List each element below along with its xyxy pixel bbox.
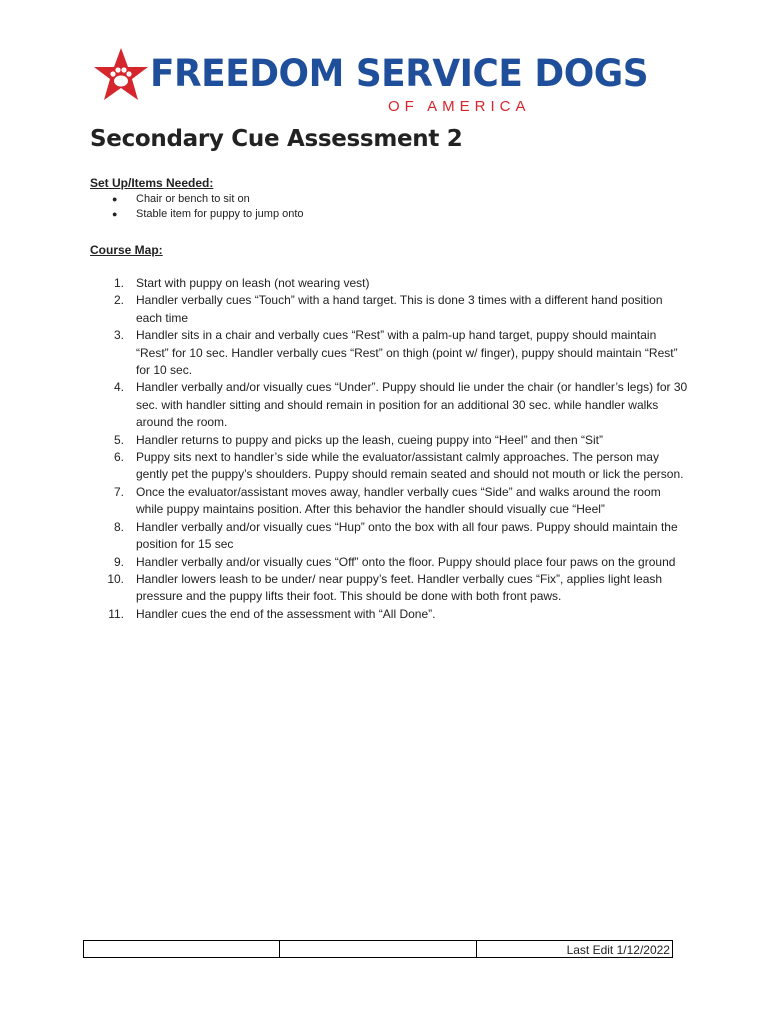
step-text: Start with puppy on leash (not wearing vest) — [136, 276, 370, 290]
step-text: Handler verbally cues “Touch” with a hand target. This is done 3 times with a different hand position each time — [136, 293, 663, 325]
list-item — [90, 554, 690, 571]
step-text: Puppy sits next to handler’s side while the evaluator/assistant calmly approaches. The person may gently pet the puppy’s shoulders. Puppy should remain seated and should not mouth or lick the person. — [136, 450, 684, 482]
step-text: Handler sits in a chair and verbally cues “Rest” with a palm-up hand target, puppy should maintain “Rest” for 10 sec. Handler verbally cues “Rest” on thigh (point w/ finger), puppy should maintain “Rest” for 10 sec. — [136, 328, 678, 378]
last-edit-date: Last Edit 1/12/2022 — [566, 943, 670, 957]
step-number: 2. — [113, 293, 124, 308]
list-item: ● Stable item for puppy to jump onto — [112, 207, 304, 222]
step-text: Handler lowers leash to be under/ near puppy’s feet. Handler verbally cues “Fix”, applies light leash pressure and the puppy lifts their foot. This should be done with both front paws. — [136, 571, 663, 604]
step-text: Once the evaluator/assistant moves away, handler verbally cues “Side” and walks around the room while puppy maintains position. After this behavior the handler should visually cue “Heel” — [136, 484, 661, 517]
step-text: Handler cues the end of the assessment with “All Done”. — [136, 606, 436, 621]
brand-logo — [92, 46, 649, 118]
step-text: Handler returns to puppy and picks up the leash, cueing puppy into “Heel” and then “Sit” — [136, 432, 603, 447]
step-number: 8. — [113, 519, 124, 534]
list-item — [90, 379, 690, 431]
step-number: 5. — [113, 432, 124, 447]
course-steps-list — [90, 275, 690, 623]
step-number: 7. — [113, 484, 124, 499]
list-item — [90, 432, 690, 449]
step-number: 10. — [107, 571, 124, 586]
list-item — [90, 275, 690, 292]
course-map-heading: Course Map: — [90, 243, 163, 257]
page-title: Secondary Cue Assessment 2 — [90, 126, 463, 152]
list-item — [90, 571, 690, 606]
brand-subtitle: OF AMERICA — [388, 98, 531, 115]
footer-cell — [84, 941, 280, 957]
list-item — [90, 327, 690, 379]
list-item — [90, 292, 690, 327]
brand-name: FREEDOM SERVICE DOGS — [150, 52, 649, 95]
step-text: Handler verbally and/or visually cues “Under”. Puppy should lie under the chair (or handler’s legs) for 30 sec. with handler sitting and should remain in position for an additional 30 sec. while handler walks around the room. — [136, 380, 688, 430]
step-number: 4. — [113, 380, 124, 395]
step-text: Handler verbally and/or visually cues “Off” onto the floor. Puppy should place four paws on the ground — [136, 554, 676, 569]
footer-table — [83, 940, 673, 958]
star-paw-icon — [92, 46, 150, 106]
footer-cell — [280, 941, 476, 957]
setup-list — [112, 192, 304, 222]
list-item — [90, 484, 690, 519]
step-number: 3. — [113, 328, 124, 343]
step-number: 11. — [108, 606, 124, 621]
list-item — [90, 519, 690, 554]
step-number: 1. — [113, 276, 124, 290]
list-item — [90, 449, 690, 484]
step-number: 9. — [113, 554, 124, 569]
list-item — [90, 606, 690, 623]
setup-heading: Set Up/Items Needed: — [90, 176, 214, 190]
step-number: 6. — [113, 450, 124, 465]
list-item: ● Chair or bench to sit on — [112, 192, 304, 207]
step-text: Handler verbally and/or visually cues “Hup” onto the box with all four paws. Puppy should maintain the position for 15 sec — [136, 519, 678, 552]
